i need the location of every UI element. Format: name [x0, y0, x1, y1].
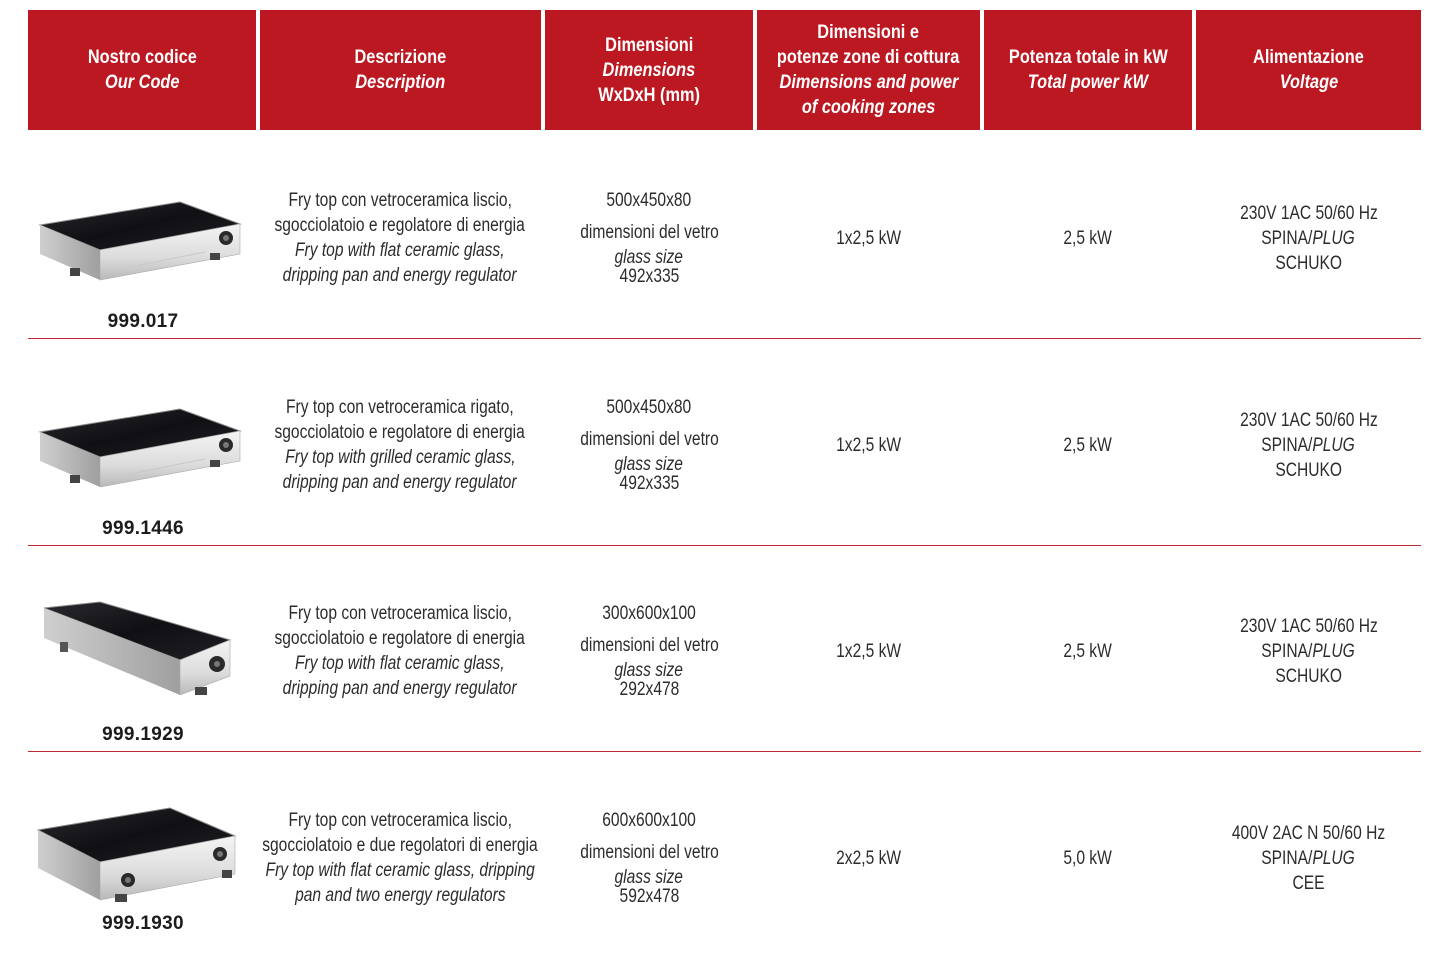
- voltage-cell: [1196, 135, 1421, 341]
- dimensions-cell: [545, 548, 753, 754]
- row-divider: [28, 545, 1421, 546]
- plug-type: SCHUKO: [1275, 665, 1342, 687]
- table-row: [0, 755, 1430, 961]
- power-value: 2,5 kW: [1063, 434, 1113, 456]
- header-cell-description: [260, 10, 541, 130]
- description-en-line-2: dripping pan and energy regulator: [283, 678, 517, 699]
- glass-size-label-en: glass size: [614, 866, 684, 888]
- description-cell: [250, 135, 550, 341]
- header-power-en: Total power kW: [1027, 72, 1149, 93]
- header-zones-en-1: Dimensions and power: [779, 72, 958, 93]
- header-zones-en-2: of cooking zones: [801, 97, 936, 118]
- row-divider: [28, 338, 1421, 339]
- header-dimensions-en: Dimensions: [602, 59, 696, 81]
- plug-type: CEE: [1292, 872, 1325, 894]
- zones-value: 1x2,5 kW: [836, 640, 901, 662]
- zones-value: 2x2,5 kW: [836, 847, 901, 869]
- plug-label-it: SPINA/: [1261, 847, 1313, 869]
- description-it-line-1: Fry top con vetroceramica liscio,: [288, 810, 512, 831]
- description-it-line-2: sgocciolatoio e regolatore di energia: [274, 422, 526, 443]
- description-cell: [250, 342, 550, 548]
- glass-size-label-en: glass size: [614, 246, 684, 268]
- description-en-line-2: dripping pan and energy regulator: [283, 265, 517, 286]
- plug-label-en: PLUG: [1312, 227, 1356, 249]
- zones-value: 1x2,5 kW: [836, 434, 901, 456]
- voltage-cell: [1196, 755, 1421, 961]
- plug-label: [1262, 433, 1356, 458]
- description-cell: [250, 548, 550, 754]
- header-code-it: Nostro codice: [87, 47, 197, 68]
- plug-label: [1262, 846, 1356, 871]
- header-dimensions-unit: WxDxH (mm): [598, 84, 700, 106]
- glass-size-label-en: glass size: [614, 453, 684, 475]
- plug-label-en: PLUG: [1312, 640, 1356, 662]
- plug-label-en: PLUG: [1312, 847, 1356, 869]
- header-zones-it-2: potenze zone di cottura: [777, 47, 960, 68]
- header-power-it: Potenza totale in kW: [1008, 47, 1168, 68]
- voltage-cell: [1196, 342, 1421, 548]
- header-cell-code: [28, 10, 256, 130]
- description-it-line-1: Fry top con vetroceramica rigato,: [286, 397, 514, 418]
- description-it-line-2: sgocciolatoio e regolatore di energia: [274, 215, 526, 236]
- description-it-line-1: Fry top con vetroceramica liscio,: [288, 190, 512, 211]
- glass-size-value: 592x478: [619, 885, 679, 907]
- glass-size-value: 292x478: [619, 678, 679, 700]
- dimensions-cell: [545, 755, 753, 961]
- product-code: 999.017: [107, 311, 179, 332]
- dimensions-value: 300x600x100: [602, 602, 696, 624]
- product-code: 999.1446: [102, 518, 184, 539]
- power-cell: [984, 342, 1192, 548]
- table-row: [0, 342, 1430, 548]
- glass-size-label-en: glass size: [614, 659, 684, 681]
- product-image: [30, 387, 245, 512]
- header-cell-voltage: [1196, 10, 1421, 130]
- plug-label: [1262, 639, 1356, 664]
- header-cell-dimensions: [545, 10, 753, 130]
- row-divider: [28, 751, 1421, 752]
- voltage-value: 230V 1AC 50/60 Hz: [1239, 202, 1378, 224]
- product-image: [30, 590, 245, 725]
- header-cell-zones: [757, 10, 980, 130]
- power-cell: [984, 135, 1192, 341]
- table-row: [0, 135, 1430, 341]
- glass-size-value: 492x335: [619, 472, 679, 494]
- plug-label-it: SPINA/: [1261, 640, 1313, 662]
- header-description-en: Description: [355, 72, 446, 93]
- header-code-en: Our Code: [104, 72, 180, 93]
- plug-label: [1262, 226, 1356, 251]
- description-en-line-2: dripping pan and energy regulator: [283, 472, 517, 493]
- product-image: [30, 180, 245, 305]
- zones-cell: [757, 342, 980, 548]
- voltage-cell: [1196, 548, 1421, 754]
- glass-size-label: dimensioni del vetro: [579, 428, 719, 450]
- header-voltage-en: Voltage: [1279, 72, 1338, 93]
- description-en-line-1: Fry top with flat ceramic glass,: [295, 653, 505, 674]
- description-en-line-1: Fry top with grilled ceramic glass,: [284, 447, 516, 468]
- plug-type: SCHUKO: [1275, 459, 1342, 481]
- product-code: 999.1930: [102, 913, 184, 934]
- header-cell-power: [984, 10, 1192, 130]
- product-image: [30, 790, 245, 925]
- header-dimensions-it: Dimensioni: [604, 34, 694, 56]
- description-en-line-1: Fry top with flat ceramic glass, dripping: [265, 860, 535, 881]
- zones-cell: [757, 548, 980, 754]
- voltage-value: 230V 1AC 50/60 Hz: [1239, 615, 1378, 637]
- description-en-line-2: pan and two energy regulators: [294, 885, 506, 906]
- power-value: 2,5 kW: [1063, 640, 1113, 662]
- dimensions-value: 500x450x80: [606, 396, 692, 418]
- plug-label-en: PLUG: [1312, 434, 1356, 456]
- dimensions-value: 500x450x80: [606, 189, 692, 211]
- glass-size-label: dimensioni del vetro: [579, 221, 719, 243]
- power-value: 5,0 kW: [1063, 847, 1113, 869]
- plug-label-it: SPINA/: [1261, 227, 1313, 249]
- plug-label-it: SPINA/: [1261, 434, 1313, 456]
- description-en-line-1: Fry top with flat ceramic glass,: [295, 240, 505, 261]
- power-cell: [984, 548, 1192, 754]
- description-cell: [250, 755, 550, 961]
- plug-type: SCHUKO: [1275, 252, 1342, 274]
- header-voltage-it: Alimentazione: [1253, 47, 1364, 68]
- product-code: 999.1929: [102, 724, 184, 745]
- description-it-line-1: Fry top con vetroceramica liscio,: [288, 603, 512, 624]
- description-it-line-2: sgocciolatoio e regolatore di energia: [274, 628, 526, 649]
- glass-size-label: dimensioni del vetro: [579, 634, 719, 656]
- description-it-line-2: sgocciolatoio e due regolatori di energia: [262, 835, 538, 856]
- voltage-value: 230V 1AC 50/60 Hz: [1239, 409, 1378, 431]
- header-description-it: Descrizione: [354, 47, 447, 68]
- power-cell: [984, 755, 1192, 961]
- voltage-value: 400V 2AC N 50/60 Hz: [1231, 822, 1386, 844]
- power-value: 2,5 kW: [1063, 227, 1113, 249]
- dimensions-cell: [545, 342, 753, 548]
- zones-cell: [757, 135, 980, 341]
- dimensions-value: 600x600x100: [602, 809, 696, 831]
- header-zones-it-1: Dimensioni e: [817, 22, 920, 43]
- table-row: [0, 548, 1430, 754]
- dimensions-cell: [545, 135, 753, 341]
- glass-size-label: dimensioni del vetro: [579, 841, 719, 863]
- glass-size-value: 492x335: [619, 265, 679, 287]
- zones-value: 1x2,5 kW: [836, 227, 901, 249]
- zones-cell: [757, 755, 980, 961]
